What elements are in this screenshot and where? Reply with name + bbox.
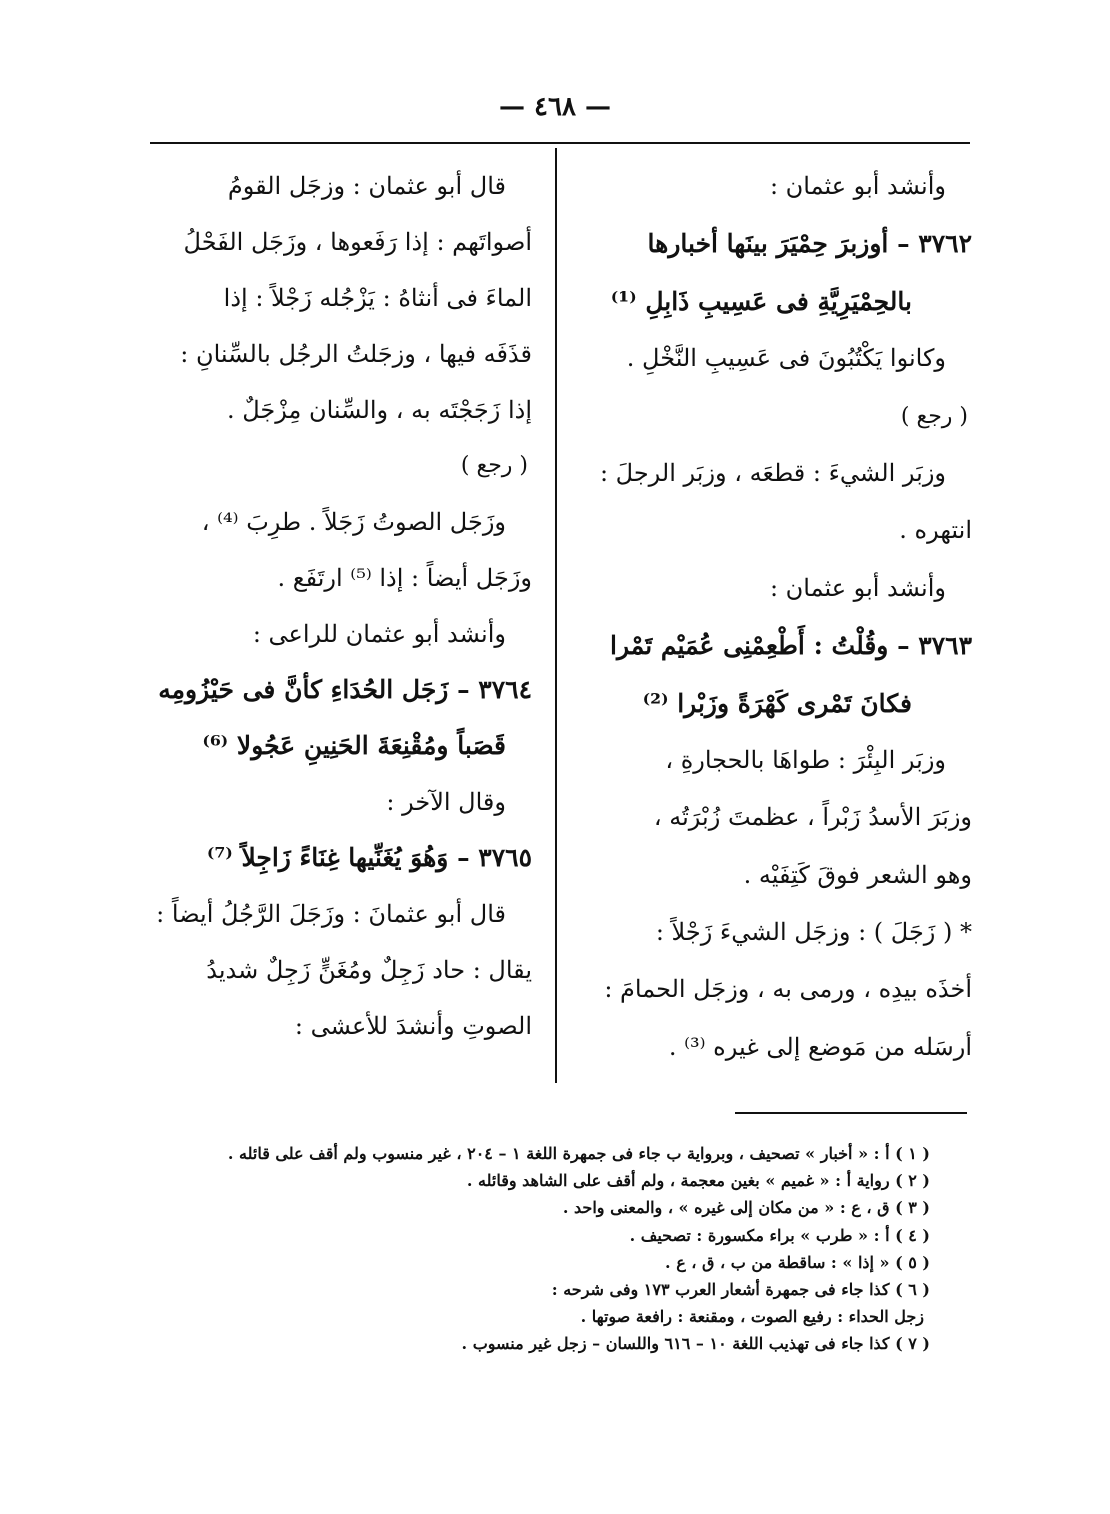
text-line: وزبَر البِئْرَ : طواهَا بالحجارةِ ،	[665, 745, 946, 774]
verse-line: فكانَ تَمْرى كَهْرَةً وزَبْرا ⁽²⁾	[642, 688, 912, 718]
verse-line: بالحِمْيَرِيَّةِ فى عَسِيبِ ذَابِلِ ⁽¹⁾	[610, 286, 912, 316]
page-number: — ٤٦٨ —	[498, 92, 612, 122]
footnote: ( ١ ) أ : « أخبار » تصحيف ، وبرواية ب جاء فى جمهرة اللغة ١ – ٢٠٤ ، غير منسوب ولم أقف على قائله .	[227, 1144, 930, 1163]
verse-line: ٣٧٦٤ – زَجَل الحُدَاءِ كأنَّ فى حَيْزُومِه	[158, 675, 532, 704]
text-line: وكانوا يَكْتُبُونَ فى عَسِيبِ النَّخْلِ .	[626, 344, 946, 373]
footnote: ( ٢ ) رواية أ : « غميم » بغين معجمة ، ولم أقف على الشاهد وقائله .	[466, 1171, 930, 1191]
text-line: وأنشد أبو عثمان :	[769, 573, 946, 602]
right-column	[580, 158, 972, 1076]
text-line: أصواتَهم : إذا رَفَعوها ، وزَجَل الفَحْلُ	[183, 228, 532, 256]
text-line: الصوتِ وأنشدَ للأعشى :	[294, 1012, 532, 1040]
text-line: وقال الآخر :	[386, 788, 506, 816]
verse-line: ٣٧٦٣ – وقُلْتُ : أَطْعِمْنِى عُمَيْم تَمْرا	[610, 631, 972, 661]
footnote: ( ٣ ) ق ، ع : « من مكان إلى غيره » ، والمعنى واحد .	[562, 1198, 930, 1218]
verse-line: ٣٧٦٥ – وَهُوَ يُغَنِّيها غِنَاءً زَاجِلاً ⁽⁷⁾	[206, 843, 532, 872]
entry-heading-line: * ( زَجَلَ ) : وزجَل الشيءَ زَجْلاً :	[655, 918, 972, 947]
footnote-continuation: زجل الحداء : رفيع الصوت ، ومقنعة : رافعة صوتها .	[580, 1307, 924, 1327]
text-line: وهو الشعر فوقَ كَتِفَيْه .	[743, 860, 972, 889]
footnote: ( ٦ ) كذا جاء فى جمهرة أشعار العرب ١٧٣ وفى شرحه :	[551, 1279, 930, 1299]
cross-reference-tag: ( رجع )	[460, 453, 528, 478]
verse-line: ٣٧٦٢ – أوزبرَ حِمْيَرَ بينَها أخبارها	[647, 229, 972, 259]
text-line: أخذَه بيدِه ، ورمى به ، وزجَل الحمامَ :	[604, 975, 972, 1004]
text-line: وزَجَل الصوتُ زَجَلاً . طرِبَ ⁽⁴⁾ ،	[201, 508, 506, 536]
text-line: أرسَله من مَوضع إلى غيره ⁽³⁾ .	[668, 1032, 972, 1061]
text-line: قال أبو عثمان : وزجَل القومُ	[227, 172, 506, 200]
left-column	[152, 158, 532, 1054]
text-line: إذا زَجَجْتَه به ، والسِّنان مِزْجَلٌ .	[226, 396, 532, 424]
footnote: ( ٥ ) « إذا » : ساقطة من ب ، ق ، ع .	[665, 1252, 930, 1272]
footnote: ( ٧ ) كذا جاء فى تهذيب اللغة ١٠ – ٦١٦ واللسان – زجل غير منسوب .	[461, 1334, 930, 1354]
text-line: وزَجَل أيضاً : إذا ⁽⁵⁾ ارتَفَع .	[277, 564, 532, 592]
text-line: وأنشد أبو عثمان :	[769, 172, 946, 200]
text-line: الماءَ فى أنثاهُ : يَزْجُله زَجْلاً : إذا	[223, 284, 532, 312]
text-line: قال أبو عثمانَ : وزَجَلَ الرَّجُلُ أيضاً :	[156, 900, 506, 928]
cross-reference-tag: ( رجع )	[900, 403, 968, 429]
text-line: وزبَرَ الأسدُ زَبْراً ، عظمتَ زُبْرَتُه ،	[653, 803, 972, 832]
text-line: وزبَر الشيءَ : قطعَه ، وزبَر الرجلَ :	[599, 458, 946, 487]
footnotes	[200, 1140, 930, 1358]
footnote: ( ٤ ) أ : « طرب » براء مكسورة : تصحيف .	[629, 1225, 930, 1245]
text-line: قذَفَه فيها ، وزجَلتُ الرجُل بالسِّنانِ :	[180, 340, 532, 368]
text-line: يقال : حاد زَجِلٌ ومُغَنٍّ زَجِلٌ شديدُ	[206, 956, 532, 984]
text-line: انتهره .	[899, 516, 972, 545]
column-divider	[555, 148, 557, 1083]
text-line: وأنشد أبو عثمان للراعى :	[252, 620, 506, 648]
verse-line: قَصَباً ومُقْنِعَةَ الحَنِينِ عَجُولا ⁽⁶⁾	[202, 731, 506, 760]
footnote-rule	[735, 1112, 967, 1114]
header-rule	[150, 142, 970, 144]
